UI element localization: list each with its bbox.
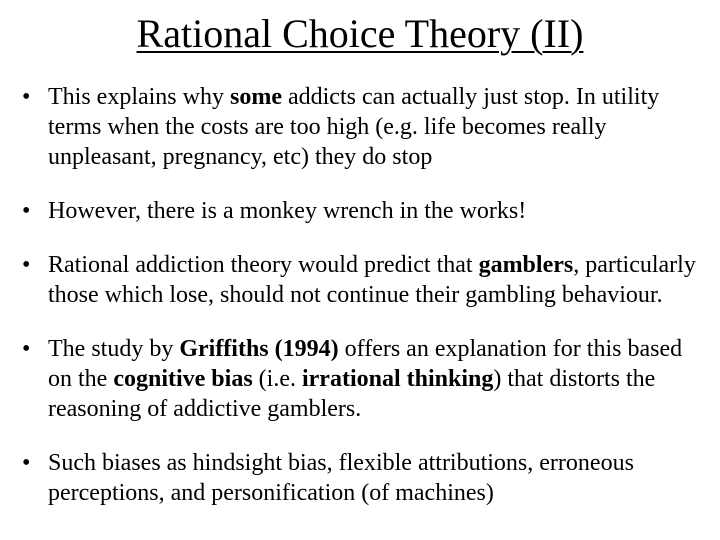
bullet-marker: • (22, 84, 31, 110)
bullet-item (22, 196, 712, 226)
bullet-emphasis: some (229, 84, 282, 110)
bullet-item (22, 250, 712, 310)
bullet-text-segment: (i.e. (252, 366, 302, 392)
bullet-text-segment: However, there is a monkey wrench in the works! (48, 198, 527, 224)
bullet-text (48, 450, 634, 506)
bullet-marker: • (22, 450, 31, 476)
bullet-text (48, 198, 526, 224)
bullet-text-segment: ) that distorts the reasoning of addictive gamblers. (48, 366, 656, 422)
bullet-text-segment: Rational addiction theory would predict that (48, 252, 479, 278)
bullet-item (22, 334, 712, 424)
bullet-text (48, 252, 696, 308)
bullet-text-segment: The study by (48, 336, 180, 362)
bullet-text-segment: This explains why (48, 84, 230, 110)
slide-title-text: Rational Choice Theory (II) (136, 11, 584, 56)
bullet-list (22, 82, 712, 532)
bullet-item (22, 448, 712, 508)
bullet-text-segment: addicts can actually just stop. In utility terms when the costs are too high (e.g. life becomes really unpleasant, pregnancy, etc) they do stop (48, 84, 660, 170)
bullet-marker: • (22, 336, 31, 362)
bullet-marker: • (22, 198, 31, 224)
bullet-text (48, 84, 659, 170)
bullet-text-segment: Such biases as hindsight bias, flexible attributions, erroneous perceptions, and personification (of machines) (48, 450, 634, 506)
bullet-text-segment: offers an explanation for this based on the (48, 336, 683, 392)
slide-title (0, 8, 720, 60)
bullet-emphasis: cognitive bias (113, 366, 253, 392)
bullet-emphasis: gamblers (478, 252, 574, 278)
bullet-text-segment: , particularly those which lose, should not continue their gambling behaviour. (48, 252, 696, 308)
bullet-marker: • (22, 252, 31, 278)
bullet-item (22, 82, 712, 172)
bullet-text (48, 336, 682, 422)
bullet-emphasis: irrational thinking (301, 366, 494, 392)
bullet-emphasis: Griffiths (1994) (179, 336, 339, 362)
